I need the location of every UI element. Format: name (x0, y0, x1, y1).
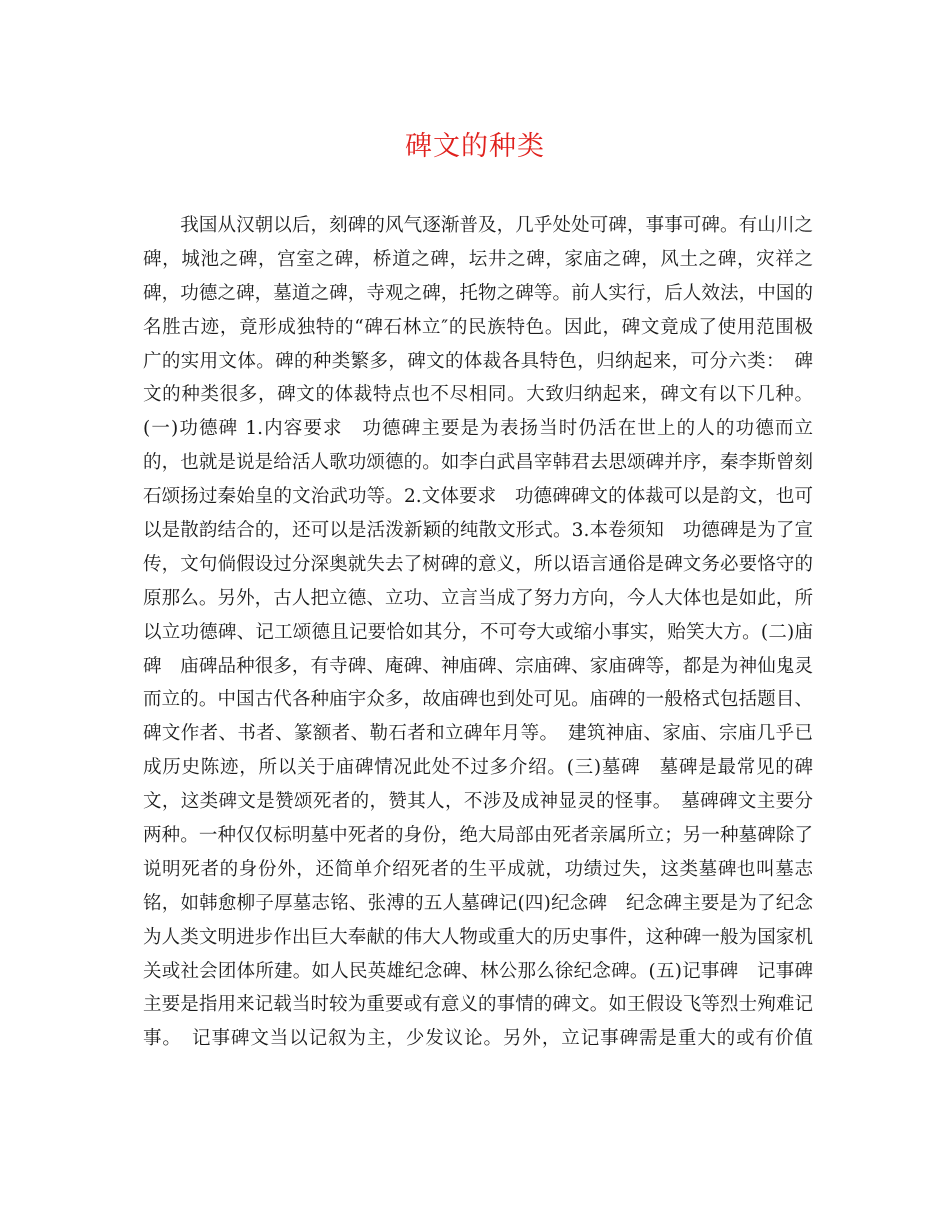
body-line: 碑，功德之碑，墓道之碑，寺观之碑，托物之碑等。前人实行，后人效法，中国的 (143, 282, 813, 304)
document-title: 碑文的种类 (405, 131, 545, 162)
body-line: 石颂扬过秦始皇的文治武功等。2.文体要求 功德碑碑文的体裁可以是韵文，也可 (143, 486, 813, 508)
body-line: 名胜古迹，竟形成独特的“碑石林立″的民族特色。因此，碑文竟成了使用范围极 (143, 316, 813, 338)
body-line: 我国从汉朝以后，刻碑的风气逐渐普及，几乎处处可碑，事事可碑。有山川之 (143, 215, 813, 236)
body-line: 铭，如韩愈柳子厚墓志铭、张溥的五人墓碑记(四)纪念碑 纪念碑主要是为了纪念 (143, 892, 813, 914)
body-line: 为人类文明进步作出巨大奉献的伟大人物或重大的历史事件，这种碑一般为国家机 (143, 926, 813, 948)
body-line: 广的实用文体。碑的种类繁多，碑文的体裁各具特色，归纳起来，可分六类： 碑 (143, 350, 813, 372)
body-line: 主要是指用来记载当时较为重要或有意义的事情的碑文。如王假设飞等烈士殉难记 (143, 994, 813, 1016)
body-line: 说明死者的身份外，还简单介绍死者的生平成就，功绩过失，这类墓碑也叫墓志 (143, 858, 813, 880)
body-line: 碑 庙碑品种很多，有寺碑、庵碑、神庙碑、宗庙碑、家庙碑等，都是为神仙鬼灵 (143, 655, 813, 677)
body-line: 两种。一种仅仅标明墓中死者的身份，绝大局部由死者亲属所立；另一种墓碑除了 (143, 825, 813, 847)
body-line: 碑文作者、书者、篆额者、勒石者和立碑年月等。 建筑神庙、家庙、宗庙几乎已 (143, 723, 813, 745)
body-line: 原那么。另外，古人把立德、立功、立言当成了努力方向，今人大体也是如此，所 (143, 587, 813, 609)
body-line: 以是散韵结合的，还可以是活泼新颖的纯散文形式。3.本卷须知 功德碑是为了宣 (143, 520, 813, 542)
body-line: 成历史陈迹，所以关于庙碑情况此处不过多介绍。(三)墓碑 墓碑是最常见的碑 (143, 757, 813, 779)
body-line: 文的种类很多，碑文的体裁特点也不尽相同。大致归纳起来，碑文有以下几种。 (143, 384, 813, 406)
body-line: 传，文句倘假设过分深奥就失去了树碑的意义，所以语言通俗是碑文务必要恪守的 (143, 553, 813, 575)
body-line: 碑，城池之碑，宫室之碑，桥道之碑，坛井之碑，家庙之碑，风土之碑，灾祥之 (143, 248, 813, 270)
body-line: 文，这类碑文是赞颂死者的，赞其人，不涉及成神显灵的怪事。 墓碑碑文主要分 (143, 791, 813, 813)
body-line: 事。 记事碑文当以记叙为主，少发议论。另外，立记事碑需是重大的或有价值 (143, 1028, 813, 1050)
body-line: 而立的。中国古代各种庙宇众多，故庙碑也到处可见。庙碑的一般格式包括题目、 (143, 689, 813, 711)
body-line: 的，也就是说是给活人歌功颂德的。如李白武昌宰韩君去思颂碑并序，秦李斯曾刻 (143, 452, 813, 474)
body-line: (一)功德碑 1.内容要求 功德碑主要是为表扬当时仍活在世上的人的功德而立 (143, 418, 813, 440)
document-body (143, 209, 813, 1056)
body-line: 以立功德碑、记工颂德且记要恰如其分，不可夸大或缩小事实，贻笑大方。(二)庙 (143, 621, 813, 643)
body-line: 关或社会团体所建。如人民英雄纪念碑、林公那么徐纪念碑。(五)记事碑 记事碑 (143, 960, 813, 982)
